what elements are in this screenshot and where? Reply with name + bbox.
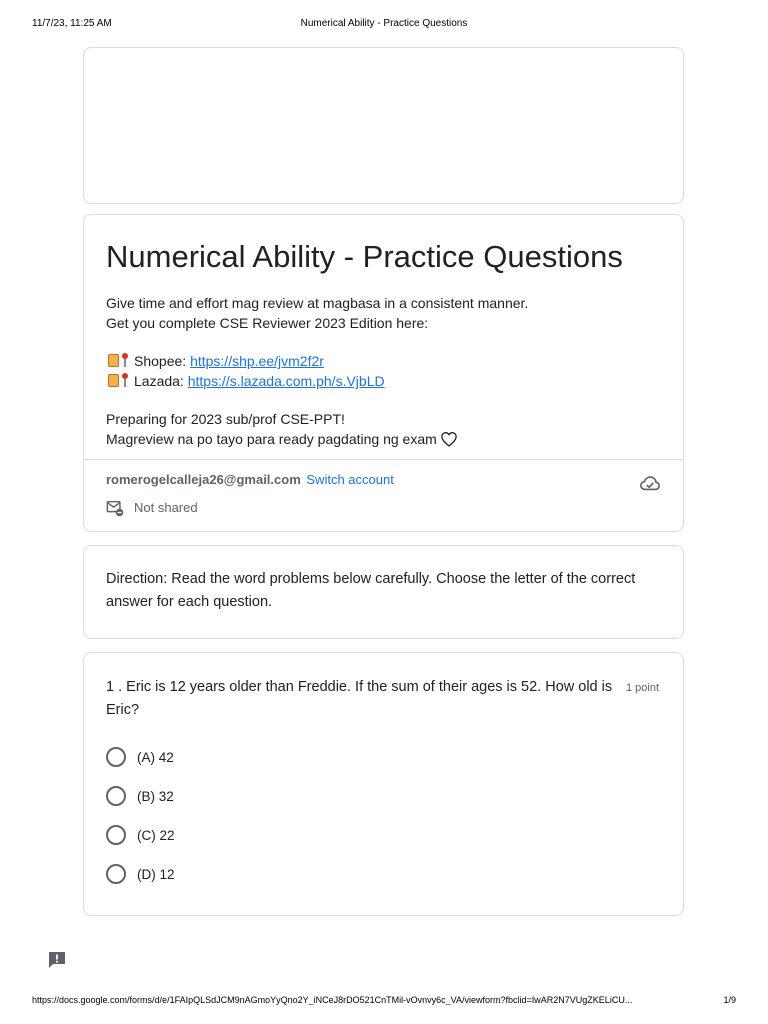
book-emoji-icon [108,354,119,367]
pushpin-emoji-icon [122,353,128,359]
radio-button[interactable] [106,864,126,884]
shopee-label: Shopee: [134,353,191,369]
question-points: 1 point [625,682,659,694]
lazada-link[interactable]: https://s.lazada.com.ph/s.VjbLD [187,373,385,389]
book-emoji-icon [108,374,119,387]
option-label: (D) 12 [137,866,175,882]
feedback-icon[interactable] [47,950,67,970]
book-pushpin-emoji-icon [106,373,134,389]
radio-button[interactable] [106,825,126,845]
account-email: romerogelcalleja26@gmail.com [106,472,301,487]
direction-text: Direction: Read the word problems below carefully. Choose the letter of the correct answer for each question. [106,571,636,610]
form-description [106,293,528,449]
pushpin-emoji-icon [122,373,128,379]
description-line: Give time and effort mag review at magbasa in a consistent manner. [106,295,529,311]
book-pushpin-emoji-icon [106,353,134,369]
form-title: Numerical Ability - Practice Questions [106,239,623,274]
blank-line [106,333,528,351]
cloud-saved-icon[interactable] [639,473,661,493]
print-header [32,18,736,32]
description-line-with-heart [106,429,528,449]
option-label: (C) 22 [137,827,175,843]
switch-account-link[interactable]: Switch account [306,472,394,487]
print-footer [32,995,736,1009]
lazada-label: Lazada: [134,373,188,389]
not-shared-row [106,499,198,517]
option-label: (A) 42 [137,749,174,765]
print-url: https://docs.google.com/forms/d/e/1FAIpQLSdJCM9nAGmoYyQno2Y_iNCeJ8rDO521CnTMil-vOvnvy6c_VA/viewform?fbclid=IwAR2N7VUgZKELiCU... [32,995,633,1005]
option-label: (B) 32 [137,788,174,804]
direction-card [83,545,684,639]
print-title: Numerical Ability - Practice Questions [300,18,468,29]
option-a[interactable] [106,747,175,767]
not-shared-label: Not shared [134,500,198,515]
description-line: Preparing for 2023 sub/prof CSE-PPT! [106,411,345,427]
radio-button[interactable] [106,747,126,767]
print-timestamp: 11/7/23, 11:25 AM [32,18,112,29]
radio-button[interactable] [106,786,126,806]
header-banner [83,47,684,204]
divider [84,459,683,460]
question-text: 1 . Eric is 12 years older than Freddie. If the sum of their ages is 52. How old is Eric? [106,679,613,718]
account-row [106,472,394,487]
description-text: Magreview na po tayo para ready pagdating ng exam [106,431,437,447]
option-c[interactable] [106,825,175,845]
description-line: Get you complete CSE Reviewer 2023 Edition here: [106,315,429,331]
question-card [83,652,684,916]
option-d[interactable] [106,864,175,884]
blank-line [106,391,528,409]
option-b[interactable] [106,786,175,806]
lazada-line [106,371,528,391]
heart-outline-icon [440,431,458,447]
mail-not-shared-icon [106,499,124,517]
shopee-line [106,351,528,371]
form-header-card [83,214,684,532]
shopee-link[interactable]: https://shp.ee/jvm2f2r [190,353,324,369]
page-number: 1/9 [723,995,736,1005]
answer-options [106,747,175,903]
